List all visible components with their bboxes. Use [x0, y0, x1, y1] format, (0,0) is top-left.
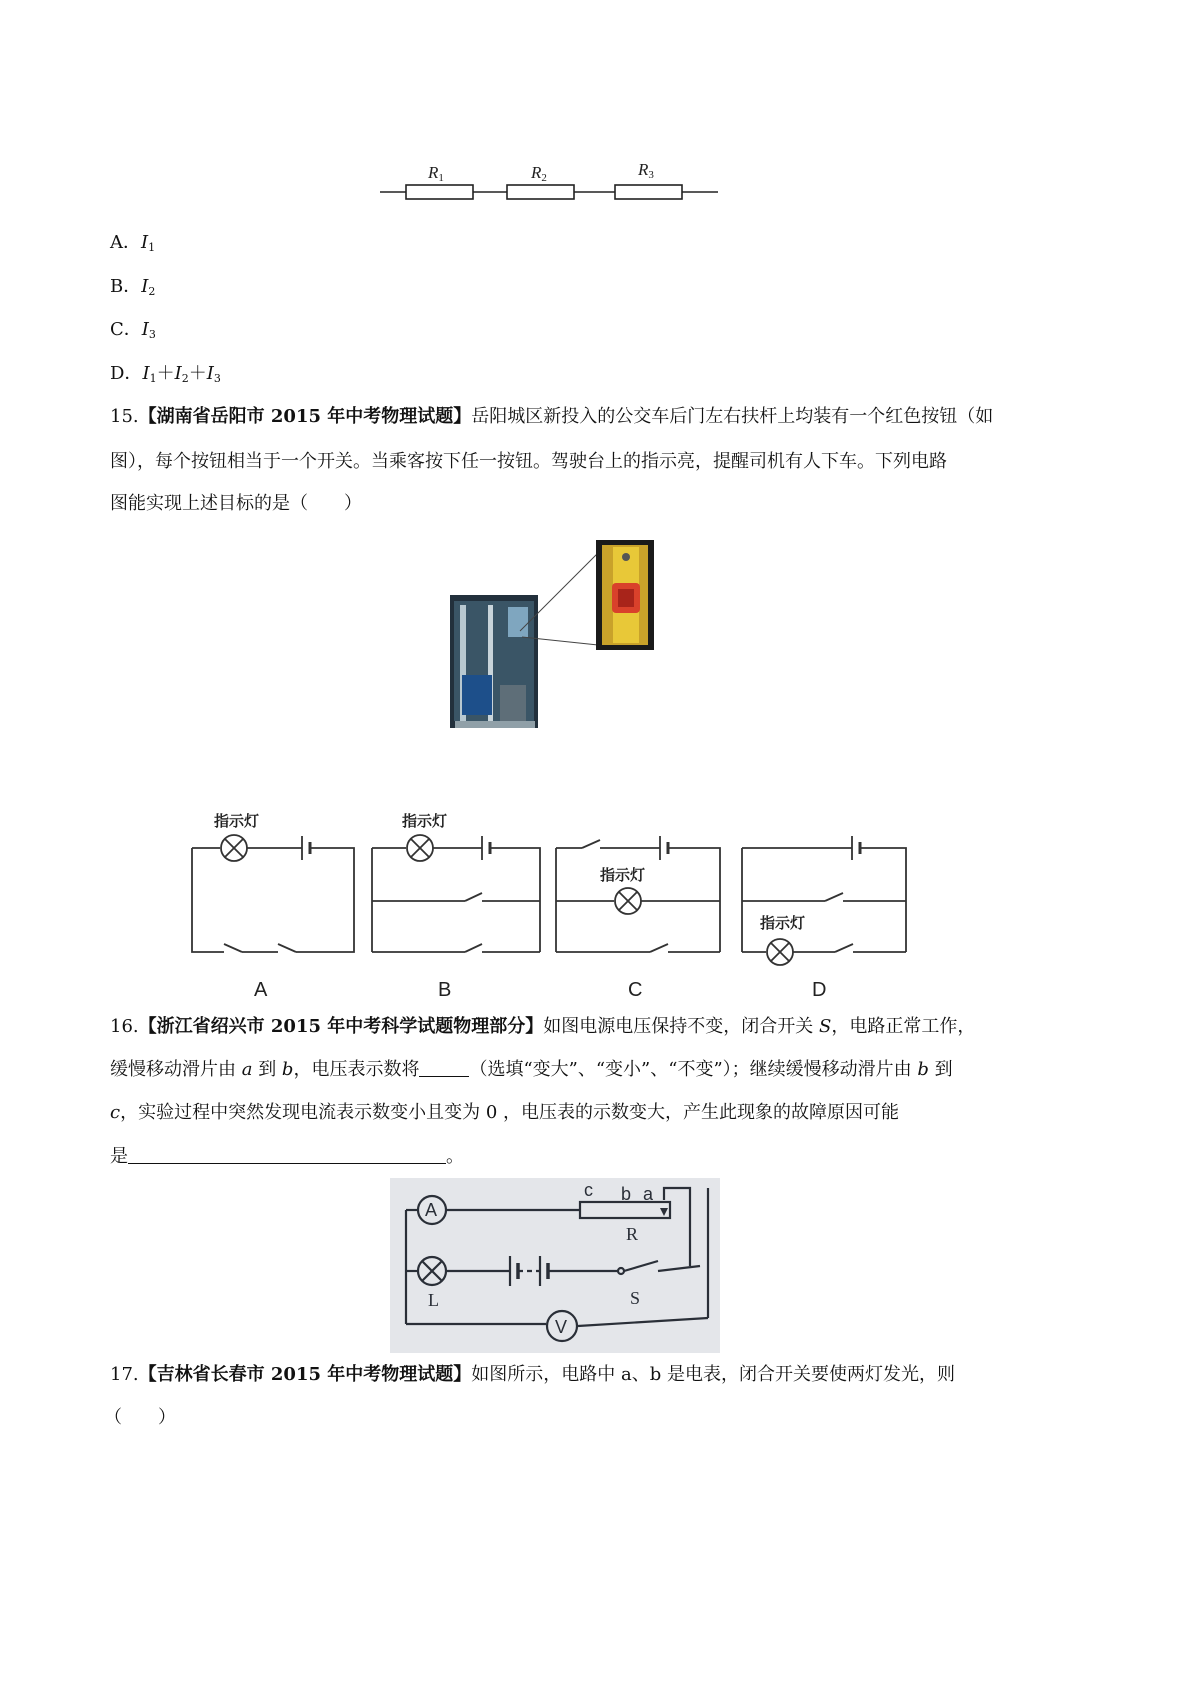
rheostat-r-label: R [626, 1224, 639, 1244]
option-text: I [174, 363, 182, 384]
answer-blank-2[interactable] [128, 1163, 446, 1164]
option-text: I [206, 363, 214, 384]
circuit-options-figure [180, 800, 940, 1010]
var-s: S [819, 1016, 832, 1037]
circuit-label-d: D [812, 979, 827, 1001]
point-a-label: a [643, 1184, 654, 1204]
q15-line-1 [110, 404, 993, 430]
option-c[interactable] [110, 317, 156, 348]
circuit-label-b: B [438, 979, 452, 1001]
question-text: ，电压表示数将 [293, 1059, 420, 1080]
q17-line-1 [110, 1362, 955, 1388]
lamp-label-b: 指示灯 [402, 813, 448, 830]
var-b: b [281, 1059, 294, 1080]
question-text: 岳阳城区新投入的公交车后门左右扶杆上均装有一个红色按钮（如 [471, 406, 994, 427]
option-sub: 3 [148, 328, 156, 341]
option-sub: 1 [148, 241, 156, 254]
option-sub: 2 [148, 285, 156, 298]
circuit-label-a: A [254, 979, 268, 1001]
voltmeter-label: V [555, 1317, 568, 1337]
ammeter-label: A [425, 1200, 438, 1220]
option-letter: C． [110, 319, 142, 340]
option-text: I [141, 232, 149, 253]
point-c-label: c [584, 1180, 593, 1200]
q15-line-3 [110, 491, 362, 517]
q17-line-2 [104, 1405, 176, 1431]
circuit-label-c: C [628, 979, 643, 1001]
var-b: b [917, 1059, 929, 1080]
lamp-l-label: L [428, 1290, 439, 1310]
plus-sign: ＋ [188, 363, 207, 384]
question-text: 到 [928, 1059, 953, 1080]
lamp-label-a: 指示灯 [214, 813, 260, 830]
question-text: ，实验过程中突然发现电流表示数变小且变为 0 ，电压表的示数变大，产生此现象的故障原因可能 [120, 1102, 899, 1123]
option-a[interactable] [110, 230, 155, 261]
question-source: 【湖南省岳阳市 2015 年中考物理试题】 [138, 406, 472, 427]
q15-line-2 [110, 449, 947, 475]
question-text: 图能实现上述目标的是（ ） [110, 493, 362, 514]
option-b[interactable] [110, 274, 155, 305]
resistor-series-figure [380, 150, 720, 210]
question-text: ，电路正常工作， [831, 1016, 976, 1037]
option-sub: 3 [213, 372, 221, 385]
switch-s-label: S [630, 1288, 641, 1308]
q16-line-1 [110, 1014, 975, 1040]
point-b-label: b [621, 1184, 632, 1204]
bus-button-photo [430, 535, 680, 735]
option-d[interactable] [110, 361, 221, 392]
question-text: 是 [110, 1146, 128, 1167]
option-letter: A． [110, 232, 141, 253]
q16-line-4 [110, 1144, 464, 1170]
question-text: 。 [446, 1146, 464, 1167]
option-text: I [142, 363, 150, 384]
option-letter: D． [110, 363, 143, 384]
lamp-label-d: 指示灯 [760, 915, 806, 932]
question-text: 到 [252, 1059, 282, 1080]
lamp-label-c: 指示灯 [600, 867, 646, 884]
question-number: 17. [110, 1364, 139, 1385]
var-c: c [110, 1102, 121, 1123]
question-text: （ ） [104, 1407, 176, 1428]
question-text: 图），每个按钮相当于一个开关。当乘客按下任一按钮。驾驶台上的指示亮，提醒司机有人下车。下列电路 [110, 451, 947, 472]
answer-blank-1[interactable] [419, 1076, 469, 1077]
q16-circuit-figure [390, 1178, 720, 1353]
question-number: 16. [110, 1016, 139, 1037]
question-text: 如图所示，电路中 a、b 是电表，闭合开关要使两灯发光，则 [471, 1364, 955, 1385]
option-sub: 2 [181, 372, 189, 385]
var-a: a [241, 1059, 253, 1080]
option-sub: 1 [149, 372, 157, 385]
question-source: 【吉林省长春市 2015 年中考物理试题】 [138, 1364, 472, 1385]
q16-line-3 [110, 1100, 899, 1126]
r3-label: R3 [638, 160, 654, 181]
option-letter: B． [110, 276, 142, 297]
question-number: 15. [110, 406, 139, 427]
question-text: 如图电源电压保持不变，闭合开关 [543, 1016, 820, 1037]
question-source: 【浙江省绍兴市 2015 年中考科学试题物理部分】 [138, 1016, 544, 1037]
question-text: 缓慢移动滑片由 [110, 1059, 242, 1080]
option-text: I [141, 319, 149, 340]
r1-label: R1 [428, 163, 444, 184]
question-text: （选填“变大”、“变小”、“不变”）；继续缓慢移动滑片由 [469, 1059, 918, 1080]
option-text: I [141, 276, 149, 297]
q16-line-2 [110, 1057, 953, 1083]
r2-label: R2 [531, 163, 547, 184]
plus-sign: ＋ [156, 363, 175, 384]
